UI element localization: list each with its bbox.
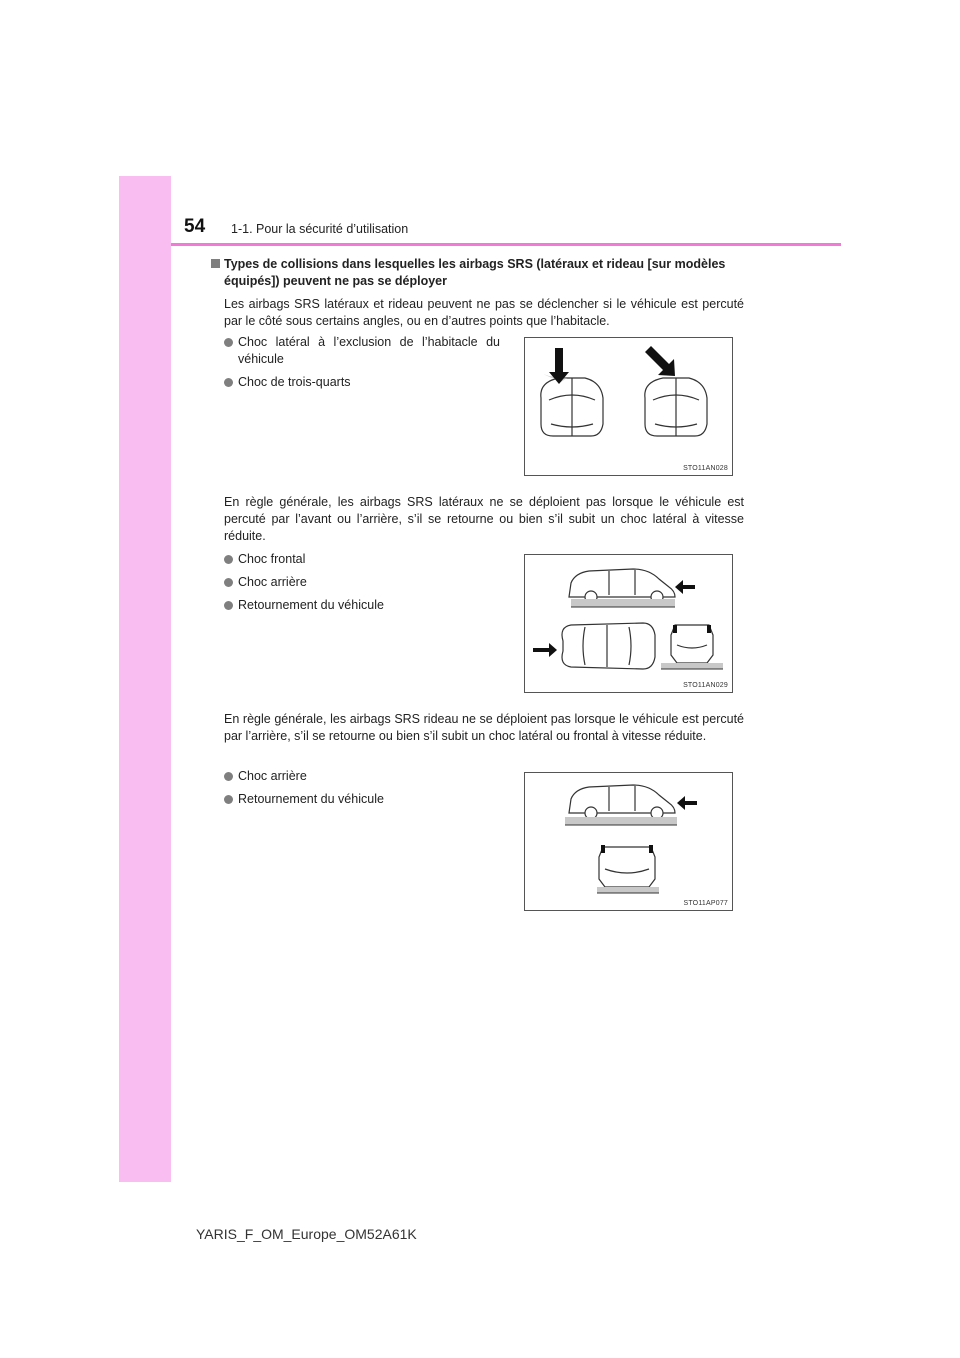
list-item-text: Choc arrière bbox=[238, 575, 307, 589]
list-item bbox=[224, 768, 500, 785]
list-item-text: Choc arrière bbox=[238, 769, 307, 783]
header-divider bbox=[171, 243, 841, 246]
list-item-text: Choc frontal bbox=[238, 552, 306, 566]
section-heading bbox=[211, 256, 771, 290]
list-item bbox=[224, 334, 500, 368]
front-rear-rollover-illustration bbox=[525, 555, 732, 692]
figure-code: STO11AN029 bbox=[683, 682, 728, 689]
intro-paragraph: Les airbags SRS latéraux et rideau peuvent ne pas se déclencher si le véhicule est percuté par le côté sous certains angles, ou en d’autres points que l’habitacle. bbox=[224, 297, 744, 328]
round-bullet-icon bbox=[224, 601, 233, 610]
figure-front-rear-rollover bbox=[524, 554, 733, 693]
round-bullet-icon bbox=[224, 578, 233, 587]
round-bullet-icon bbox=[224, 555, 233, 564]
list-item-text: Choc de trois-quarts bbox=[238, 375, 351, 389]
footer-document-id: YARIS_F_OM_Europe_OM52A61K bbox=[196, 1226, 417, 1242]
round-bullet-icon bbox=[224, 378, 233, 387]
list-item-text: Retournement du véhicule bbox=[238, 792, 384, 806]
page-number: 54 bbox=[184, 216, 206, 237]
figure-side-impact bbox=[524, 337, 733, 476]
figure-rear-rollover bbox=[524, 772, 733, 911]
list-item bbox=[224, 551, 500, 568]
list-item bbox=[224, 597, 500, 614]
list-item bbox=[224, 791, 500, 808]
figure-code: STO11AP077 bbox=[683, 900, 728, 907]
square-bullet-icon bbox=[211, 259, 220, 268]
list-item-text: Choc latéral à l’exclusion de l’habitacle du véhicule bbox=[238, 335, 500, 366]
list-item bbox=[224, 574, 500, 591]
list-item-text: Retournement du véhicule bbox=[238, 598, 384, 612]
section-heading-text: Types de collisions dans lesquelles les airbags SRS (latéraux et rideau [sur modèles équipés]) peuvent ne pas se déployer bbox=[224, 257, 726, 288]
chapter-title: 1-1. Pour la sécurité d’utilisation bbox=[231, 222, 409, 236]
round-bullet-icon bbox=[224, 772, 233, 781]
side-impact-illustration bbox=[525, 338, 732, 475]
paragraph-side-airbags: En règle générale, les airbags SRS latéraux ne se déploient pas lorsque le véhicule est percuté par l’avant ou l’arrière, s’il se retourne ou bien s’il subit un choc latéral à vitesse réduite. bbox=[224, 495, 744, 543]
round-bullet-icon bbox=[224, 795, 233, 804]
list-item bbox=[224, 374, 500, 391]
round-bullet-icon bbox=[224, 338, 233, 347]
sidebar-tab bbox=[119, 176, 171, 1182]
paragraph-curtain-airbags: En règle générale, les airbags SRS rideau ne se déploient pas lorsque le véhicule est percuté par l’arrière, s’il se retourne ou bien s’il subit un choc latéral ou frontal à vitesse réduite. bbox=[224, 712, 744, 743]
figure-code: STO11AN028 bbox=[683, 465, 728, 472]
rear-rollover-illustration bbox=[525, 773, 732, 910]
